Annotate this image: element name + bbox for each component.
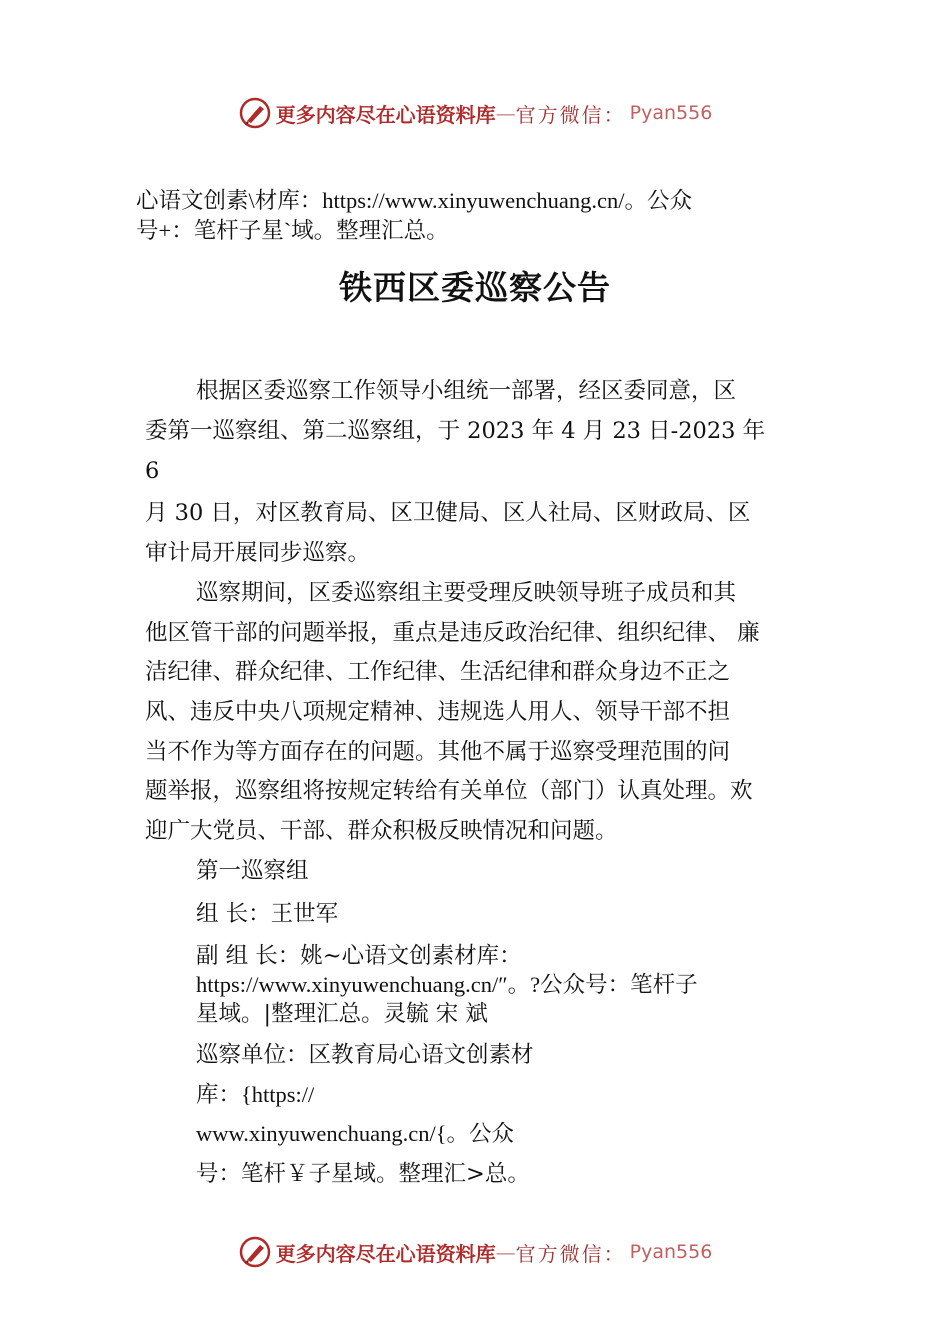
body-line: 风、违反中央八项规定精神、违规选人用人、领导干部不担 [145,699,731,725]
body-line: 6 [145,458,160,484]
body-line: 题举报，巡察组将按规定转给有关单位（部门）认真处理。欢 [145,778,753,804]
body-line: 洁纪律、群众纪律、工作纪律、生活纪律和群众身边不正之 [145,659,731,685]
body-line: https://www.xinyuwenchuang.cn/″。?公众号：笔杆子 [196,972,698,997]
body-line: 星域。|整理汇总。灵毓 宋 斌 [196,1001,488,1027]
banner-wechat-id: Pyan556 [629,1241,713,1263]
body-line: 他区管干部的问题举报，重点是违反政治纪律、组织纪律、 廉 [145,620,760,646]
body-line: 当不作为等方面存在的问题。其他不属于巡察受理范围的问 [145,739,731,765]
header-line: 心语文创素\材库：https://www.xinyuwenchuang.cn/。公众 [136,188,692,213]
body-line: 迎广大党员、干部、群众积极反映情况和问题。 [145,818,618,844]
bottom-banner [0,1232,950,1272]
banner-wechat-id: Pyan556 [629,102,713,124]
group-heading: 第一巡察组 [196,858,309,884]
deputy-leader: 副 组 长：姚~心语文创素材库： [196,943,522,969]
banner-separator: — [495,101,516,125]
body-line: 号：笔杆￥子星域。整理汇>总。 [196,1161,530,1187]
body-line: 委第一巡察组、第二巡察组，于 2023 年 4 月 23 日-2023 年 [145,418,766,444]
body-line: 月 30 日，对区教育局、区卫健局、区人社局、区财政局、区 [145,500,751,526]
body-line: 审计局开展同步巡察。 [145,540,371,566]
header-line: 号+：笔杆子星`域。整理汇总。 [136,218,449,243]
body-line: 根据区委巡察工作领导小组统一部署，经区委同意，区 [196,378,737,404]
banner-wechat-label: 官方微信： [515,102,626,127]
top-banner [0,93,950,133]
banner-separator: — [495,1240,516,1264]
page-title: 铁西区委巡察公告 [339,268,611,307]
pen-logo-icon [238,96,272,130]
body-line: 库：{https:// [196,1082,315,1107]
banner-text: 更多内容尽在心语资料库 [275,102,496,127]
body-line: www.xinyuwenchuang.cn/{。公众 [196,1121,515,1146]
banner-wechat-label: 官方微信： [515,1241,626,1266]
banner-text: 更多内容尽在心语资料库 [275,1241,496,1266]
inspected-unit: 巡察单位：区教育局心语文创素材 [196,1042,534,1068]
body-line: 巡察期间，区委巡察组主要受理反映领导班子成员和其 [196,580,737,606]
pen-logo-icon [238,1235,272,1269]
group-leader: 组 长：王世军 [196,901,339,927]
